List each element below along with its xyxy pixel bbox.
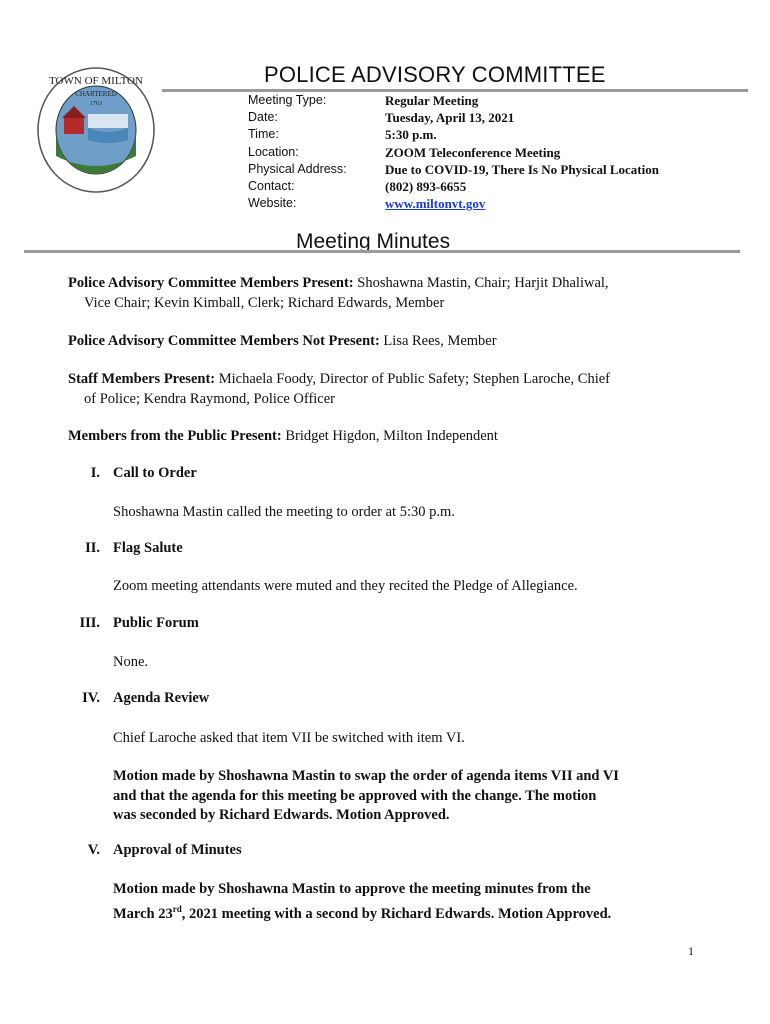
seal-text-year: 1763 — [90, 101, 102, 107]
date-value: Tuesday, April 13, 2021 — [385, 110, 515, 126]
motion-line: was seconded by Richard Edwards. Motion Approved. — [113, 807, 450, 823]
website-link[interactable]: www.miltonvt.gov — [385, 196, 486, 212]
members-absent-value: Lisa Rees, Member — [383, 333, 497, 349]
public-present-label: Members from the Public Present: — [68, 428, 282, 444]
section-number: V. — [87, 842, 100, 858]
members-present-label: Police Advisory Committee Members Present: — [68, 275, 354, 291]
section-text: None. — [113, 654, 149, 670]
seal-text-bottom: VERMONT — [69, 176, 123, 187]
subtitle-divider — [24, 250, 740, 253]
section-number: I. — [90, 465, 100, 481]
section-title: Public Forum — [113, 615, 199, 631]
staff-present-paragraph — [68, 370, 708, 409]
meta-label: Time: — [248, 127, 279, 142]
location-value: ZOOM Teleconference Meeting — [385, 144, 561, 160]
meta-label: Location: — [248, 144, 299, 159]
section-title: Call to Order — [113, 465, 197, 481]
meta-label: Contact: — [248, 179, 295, 194]
meta-labels — [248, 92, 347, 212]
page-number: 1 — [688, 944, 694, 958]
seal-text-top: TOWN OF MILTON — [49, 75, 143, 87]
town-seal-logo — [36, 66, 156, 194]
motion-line — [113, 900, 683, 924]
members-absent-label: Police Advisory Committee Members Not Present: — [68, 333, 380, 349]
meta-label: Physical Address: — [248, 161, 347, 176]
meta-label: Website: — [248, 196, 297, 211]
meta-values — [385, 92, 659, 212]
ordinal-suffix: rd — [172, 903, 182, 914]
motion-line: and that the agenda for this meeting be approved with the change. The motion — [113, 787, 597, 804]
members-present-line2: Vice Chair; Kevin Kimball, Clerk; Richard Edwards, Member — [84, 294, 445, 311]
section-number: III. — [79, 615, 100, 631]
meeting-minutes-heading: Meeting Minutes — [296, 230, 451, 253]
members-present-line1: Shoshawna Mastin, Chair; Harjit Dhaliwal, — [357, 275, 609, 291]
section-title: Approval of Minutes — [113, 842, 242, 858]
section-title: Flag Salute — [113, 540, 183, 556]
section-text: Zoom meeting attendants were muted and they recited the Pledge of Allegiance. — [113, 578, 578, 594]
time-value: 5:30 p.m. — [385, 127, 437, 143]
section-title: Agenda Review — [113, 690, 210, 706]
staff-present-line1: Michaela Foody, Director of Public Safety; Stephen Laroche, Chief — [218, 371, 610, 387]
members-absent-paragraph — [68, 332, 708, 352]
staff-present-label: Staff Members Present: — [68, 371, 216, 387]
members-present-paragraph — [68, 274, 708, 313]
motion-text — [113, 767, 683, 826]
motion-line: Motion made by Shoshawna Mastin to approve the meeting minutes from the — [113, 881, 591, 897]
meta-label: Meeting Type: — [248, 93, 327, 107]
physical-address-value: Due to COVID-19, There Is No Physical Location — [385, 161, 659, 177]
staff-present-line2: of Police; Kendra Raymond, Police Officer — [84, 390, 335, 407]
section-number: II. — [85, 540, 100, 556]
meta-label: Date: — [248, 110, 278, 125]
public-present-paragraph — [68, 427, 708, 447]
seal-text-chartered: CHARTERED — [75, 90, 117, 98]
section-number: IV. — [82, 690, 100, 706]
motion-text — [113, 880, 683, 924]
section-text: Chief Laroche asked that item VII be switched with item VI. — [113, 730, 465, 746]
page-title: POLICE ADVISORY COMMITTEE — [264, 62, 606, 87]
public-present-value: Bridget Higdon, Milton Independent — [285, 428, 498, 444]
motion-date: March 23 — [113, 905, 173, 922]
section-text: Shoshawna Mastin called the meeting to order at 5:30 p.m. — [113, 504, 455, 520]
meeting-type-value: Regular Meeting — [385, 93, 479, 108]
contact-value: (802) 893-6655 — [385, 179, 467, 195]
motion-line-rest: , 2021 meeting with a second by Richard Edwards. Motion Approved. — [181, 905, 612, 922]
motion-line: Motion made by Shoshawna Mastin to swap the order of agenda items VII and VI — [113, 768, 619, 784]
